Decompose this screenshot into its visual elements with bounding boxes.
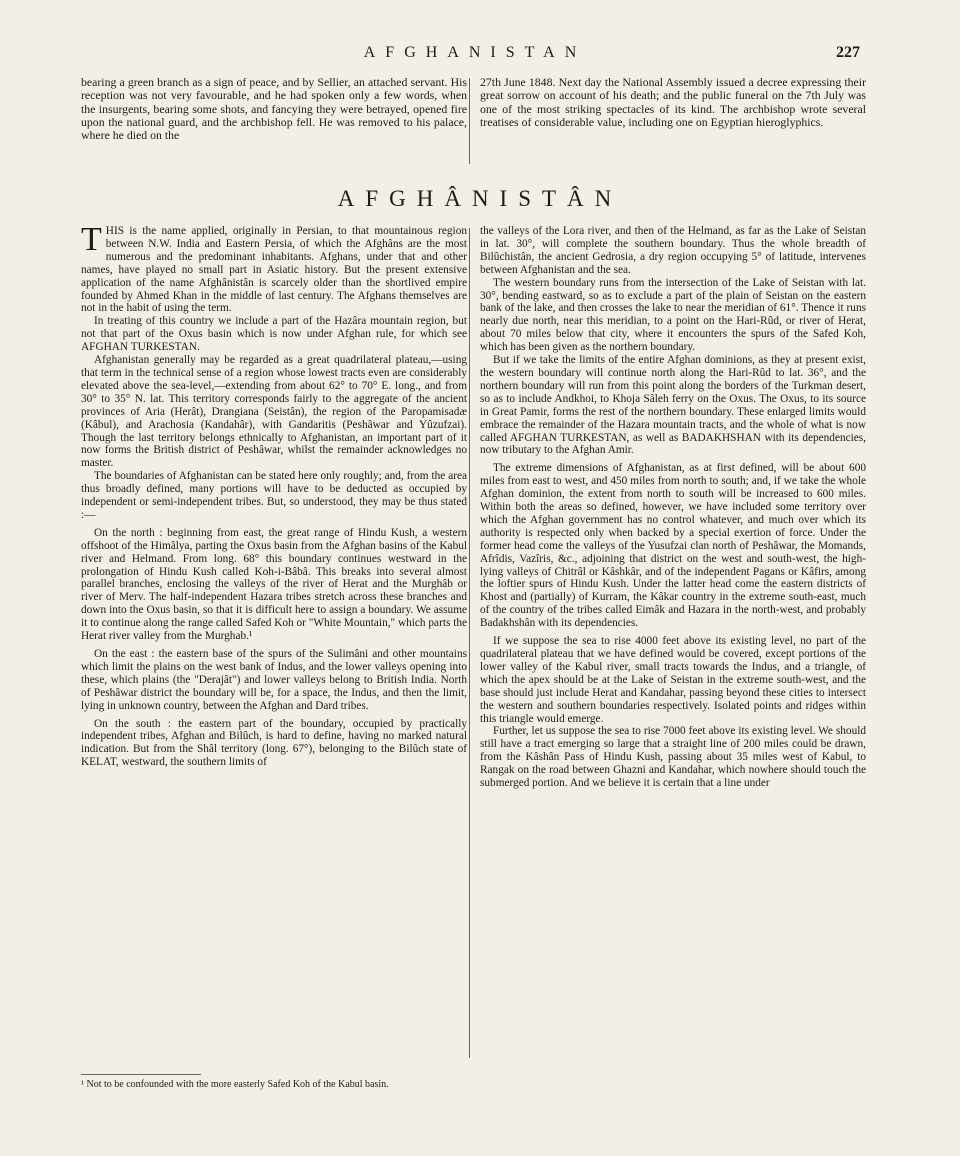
footnote-rule <box>81 1074 201 1075</box>
page-header <box>90 44 860 70</box>
article-paragraph: The western boundary runs from the intersection of the Lake of Seistan with lat. 30°, bending eastward, so as to exclude a part of the plain of Seistan on the eastern bank of the lake, and then crosses the lake to near the meridian of 61°. Thence it runs nearly due north, near this meridian, to a point on the Hari-Rûd, or river of Herat, about 70 miles below that city, where it encounters the spurs of the Safed Koh, which has been given as the northern boundary. <box>480 276 866 354</box>
article-left-column <box>81 221 467 769</box>
column-divider-top <box>469 78 470 164</box>
running-head: AFGHANISTAN <box>363 44 587 61</box>
article-title: AFGHÂNISTÂN <box>337 186 623 211</box>
footnote: ¹ Not to be confounded with the more easterly Safed Koh of the Kabul basin. <box>81 1079 389 1090</box>
page-number: 227 <box>836 44 860 61</box>
article-paragraph: But if we take the limits of the entire Afghan dominions, as they at present exist, the western boundary will continue north along the Hari-Rûd to lat. 36°, and the northern boundary will run from this point along the borders of the Turkman desert, so as to include Andkhoi, to Khoja Sâleh ferry on the Oxus. The Oxus, to its source in Great Pamir, forms the rest of the northern boundary. These enlarged limits would embrace the remainder of the Hazara mountain tracts, and the whole of what is now called AFGHAN TURKESTAN, as well as BADAKHSHAN with its dependencies, now tributary to the Afghan Amir. <box>480 354 866 457</box>
previous-article-text-left: bearing a green branch as a sign of peace, and by Sellier, an attached servant. His reception was not very favourable, and he had spoken only a few words, when the insurgents, bearing some shots, and fancying they were betrayed, opened fire upon the national guard, and the archbishop fell. He was removed to his palace, where he died on the <box>81 75 467 143</box>
column-divider-main <box>469 228 470 1058</box>
drop-cap: T <box>81 221 102 258</box>
article-paragraph: The boundaries of Afghanistan can be stated here only roughly; and, from the area thus broadly defined, many portions will have to be deducted as occupied by independent or semi-independent tribes. But, so understood, they may be thus stated :— <box>81 470 467 521</box>
article-paragraph: On the south : the eastern part of the boundary, occupied by practically independent tribes, Afghan and Bilûch, is hard to define, having no marked natural indication. But from the Shâl territory (long. 67°), belonging to the Bilûch state of KELAT, westward, the southern limits of <box>81 717 467 769</box>
previous-article-left-column <box>81 76 467 142</box>
previous-article-right-column <box>480 76 866 129</box>
article-paragraph: The extreme dimensions of Afghanistan, as at first defined, will be about 600 miles from east to west, and 450 miles from north to south; and, if we take the whole Afghan dominion, the extent from north to south will be increased to 600 miles. Within both the areas so defined, however, we have included some territory over which the Afghan government has no control whatever, and much over which its authority is respected only when backed by a special exertion of force. Under the former head come the valleys of the Yusufzai clan north of Peshâwar, the Momands, Afrîdis, Vazîris, &c., adjoining that district on the west and south-west, the high-lying valleys of Chitrâl or Kâshkâr, and of the independent Pagans or Kâfirs, among the loftier spurs of Hindu Kush. Under the latter head come the eastern districts of Khost and (partially) of Kurram, the Kâkar country in the extreme south-east, much of the country of the tribes called Eimâk and Hazara in the north-west, and probably Badakhshân with its dependencies. <box>480 462 866 630</box>
previous-article-text-right: 27th June 1848. Next day the National Assembly issued a decree expressing their great sorrow on account of his death; and the public funeral on the 7th July was one of the most striking spectacles of its kind. The archbishop wrote several treatises of considerable value, including one on Egyptian hieroglyphics. <box>480 75 866 129</box>
article-paragraph: If we suppose the sea to rise 4000 feet above its existing level, no part of the quadrilateral plateau that we have defined would be covered, except portions of the lower valley of the Kabul river, small tracts towards the Indus, and a triangle, of which the apex should be at the Lake of Seistan in the extreme south-west, and the base should just include Herat and Kandahar, passing beyond these cities to intersect the western and southern boundaries respectively. Isolated points and ridges within this triangle would emerge. <box>480 635 866 725</box>
article-paragraph: On the north : beginning from east, the great range of Hindu Kush, a western offshoot of the Himâlya, parting the Oxus basin from the Afghan basins of the Kabul river and Helmand. From long. 68° this boundary continues westward in the prolongation of Hindu Kush called Koh-i-Bâbâ. This breaks into several almost parallel branches, enclosing the valleys of the river of Herat and the Murghâb or river of Merv. The half-independent Hazara tribes stretch across these branches and down into the Oxus basin, so that it is difficult here to assign a boundary. We assume it to continue along the range called Safed Koh or "White Mountain," which parts the Herat river valley from the Murghab.¹ <box>81 526 467 643</box>
article-paragraph: Further, let us suppose the sea to rise 7000 feet above its existing level. We should still have a tract emerging so large that a straight line of 200 miles could be drawn, from the Kâshân Pass of Hindu Kush, passing about 35 miles west of Kabul, to Rangak on the road between Ghazni and Kandahar, which nowhere should touch the submerged portion. And we believe it is certain that a line under <box>480 725 866 790</box>
article-paragraph: the valleys of the Lora river, and then of the Helmand, as far as the Lake of Seistan in lat. 30°, will complete the southern boundary. Thus the whole breadth of Bilûchistân, the ancient Gedrosia, a dry region occupying 5° of latitude, intervenes between Afghanistan and the sea. <box>480 225 866 276</box>
article-right-column <box>480 225 866 790</box>
article-paragraph <box>81 221 467 315</box>
article-paragraph: Afghanistan generally may be regarded as a great quadrilateral plateau,—using that term in the technical sense of a region whose lowest tracts even are considerably elevated above the sea-level,—extending from about 62° to 70° E. long., and from 30° to 35° N. lat. This territory corresponds fairly to the aggregate of the ancient provinces of Aria (Herât), Drangiana (Seistân), the region of the Paropamisadæ (Kâbul), and Arachosia (Kandahâr), with Gandaritis (Peshâwar and Yûzufzai). Though the last territory belongs ethnically to Afghanistan, an important part of it now forms the British district of Peshâwar, whilst the remainder acknowledges no master. <box>81 354 467 470</box>
article-paragraph: In treating of this country we include a part of the Hazâra mountain region, but not that part of the Oxus basin which is now under Afghan rule, for which see AFGHAN TURKESTAN. <box>81 315 467 354</box>
paragraph-text: HIS is the name applied, originally in Persian, to that mountainous region between N.W. India and Eastern Persia, of which the Afghâns are the most numerous and the predominant inhabitants. Afghans, under that and other names, have played no small part in Asiatic history. But the present extensive application of the name Afghânistân is scarcely older than the shortlived empire founded by Ahmed Khan in the middle of last century. The Afghans themselves are not in the habit of using the term. <box>81 225 467 315</box>
article-paragraph: On the east : the eastern base of the spurs of the Sulimâni and other mountains which limit the plains on the west bank of Indus, and the lower valleys opening into these, which plains (the "Derajât") and lower valleys belong to British India. North of Peshâwar district the boundary will be, for a space, the Indus, and then the limit, lying in unknown country, between the Afghan and Dard tribes. <box>81 648 467 712</box>
